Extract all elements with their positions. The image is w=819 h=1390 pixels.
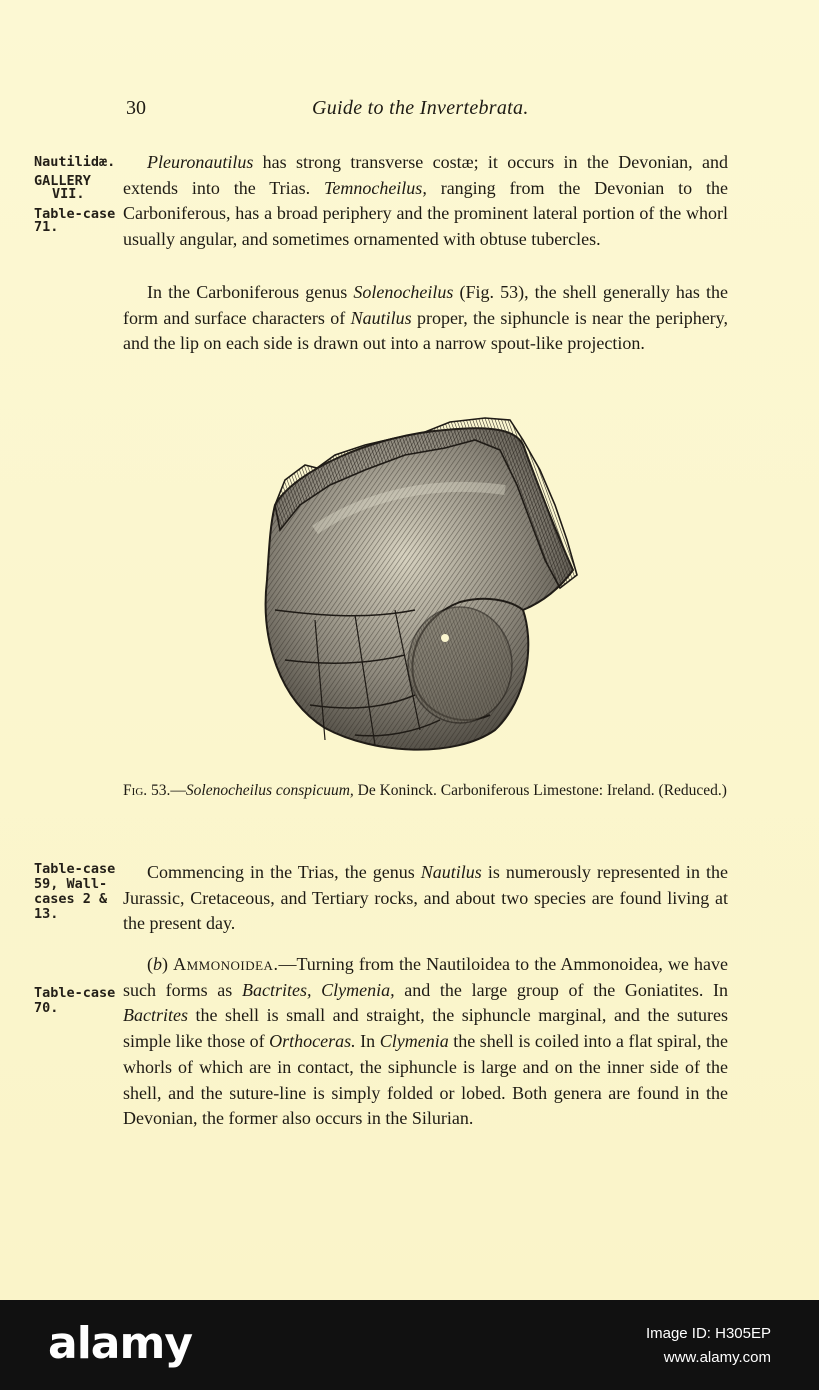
text-run: has strong transverse costæ; it occurs in the Devonian, and extends into the Trias. [123,152,728,198]
genus-name: Nautilus [420,862,482,882]
text-run: In the Carboniferous genus [147,282,354,302]
paragraph-pleuronautilus [123,150,728,253]
caption-text: De Koninck. Carboniferous Limestone: Ireland. (Reduced.) [353,782,727,799]
text-run: —Turning from the Nautiloidea to the Ammonoidea, we have such forms as [123,954,728,1000]
text-run: ranging from the Devonian to the Carboniferous, has a broad periphery and the prominent lateral portion of the whorl usually angular, and sometimes ornamented with obtuse tubercles. [123,177,728,250]
running-title: Guide to the Invertebrata. [312,97,529,119]
side-note-table-case-59 [34,862,115,922]
side-note-line: 71. [34,219,59,235]
text-run: (Fig. 53), the shell generally has the form and surface characters of [123,282,729,328]
watermark-bar [0,1300,819,1390]
text-run: Commencing in the Trias, the genus [147,862,421,882]
text-run: ) [162,954,174,974]
text-run: b [153,954,162,974]
caption-dash: — [170,782,186,799]
text-run: the shell is small and straight, the siphuncle marginal, and the sutures simple like those of [123,1005,728,1052]
text-run: and the large group of the Goniatites. In [394,979,728,1000]
image-id: Image ID: H305EP [645,1325,771,1342]
genus-name: Bactrites [123,1005,188,1026]
genus-name: Orthoceras. [269,1031,356,1052]
side-note-nautilidae [34,155,115,235]
side-note-line: cases 2 & [34,891,108,907]
side-note-line: Table-case [34,206,116,222]
side-note-table-case-70 [34,986,115,1016]
side-note-line: Nautilidæ. [34,154,116,170]
watermark-info [646,1322,771,1370]
text-run: proper, the siphuncle is near the periphery, and the lip on each side is drawn out into a narrow spout-like projection. [123,307,729,354]
page-header [0,97,819,123]
paragraph-nautilus [123,860,728,937]
figure-caption [122,781,728,800]
page-number: 30 [126,97,146,119]
side-note-line: VII. [52,186,85,202]
genus-name: Clymenia [379,1031,449,1052]
caption-species: Solenocheilus conspicuum, [185,782,354,799]
side-note-line: 59, Wall- [34,876,108,892]
text-run: is numerously represented in the Jurassic, Cretaceous, and Tertiary rocks, and about two species are found living at the present day. [123,862,728,934]
paragraph-solenocheilus [123,280,728,357]
genus-name: Solenocheilus [353,282,454,302]
genus-name: Temnocheilus, [323,177,427,198]
side-note-line: 13. [34,906,59,922]
text-run: ( [147,954,153,974]
genus-name: Nautilus [350,307,412,328]
site-url: www.alamy.com [663,1349,771,1366]
side-note-line: 70. [34,1000,59,1016]
section-heading: Ammonoidea. [173,954,279,974]
text-run: In [355,1031,380,1052]
genus-name: Bactrites, Clymenia, [241,979,395,1000]
side-note-line: GALLERY [34,173,91,189]
text-run: the shell is coiled into a flat spiral, the whorls of which are in contact, the siphuncle is large and on the inner side of the shell, and the suture-line is simply folded or lobed. Both genera are found in the Devonian, the former also occurs in the Silurian. [123,1031,728,1129]
side-note-line: Table-case [34,985,116,1001]
alamy-logo: alamy [48,1318,192,1369]
side-note-line: Table-case [34,861,116,877]
figure-label: Fig. 53. [123,782,171,799]
paragraph-ammonoidea [123,952,728,1132]
nautilus-shell-illustration [255,410,585,760]
genus-name: Pleuronautilus [147,152,254,172]
